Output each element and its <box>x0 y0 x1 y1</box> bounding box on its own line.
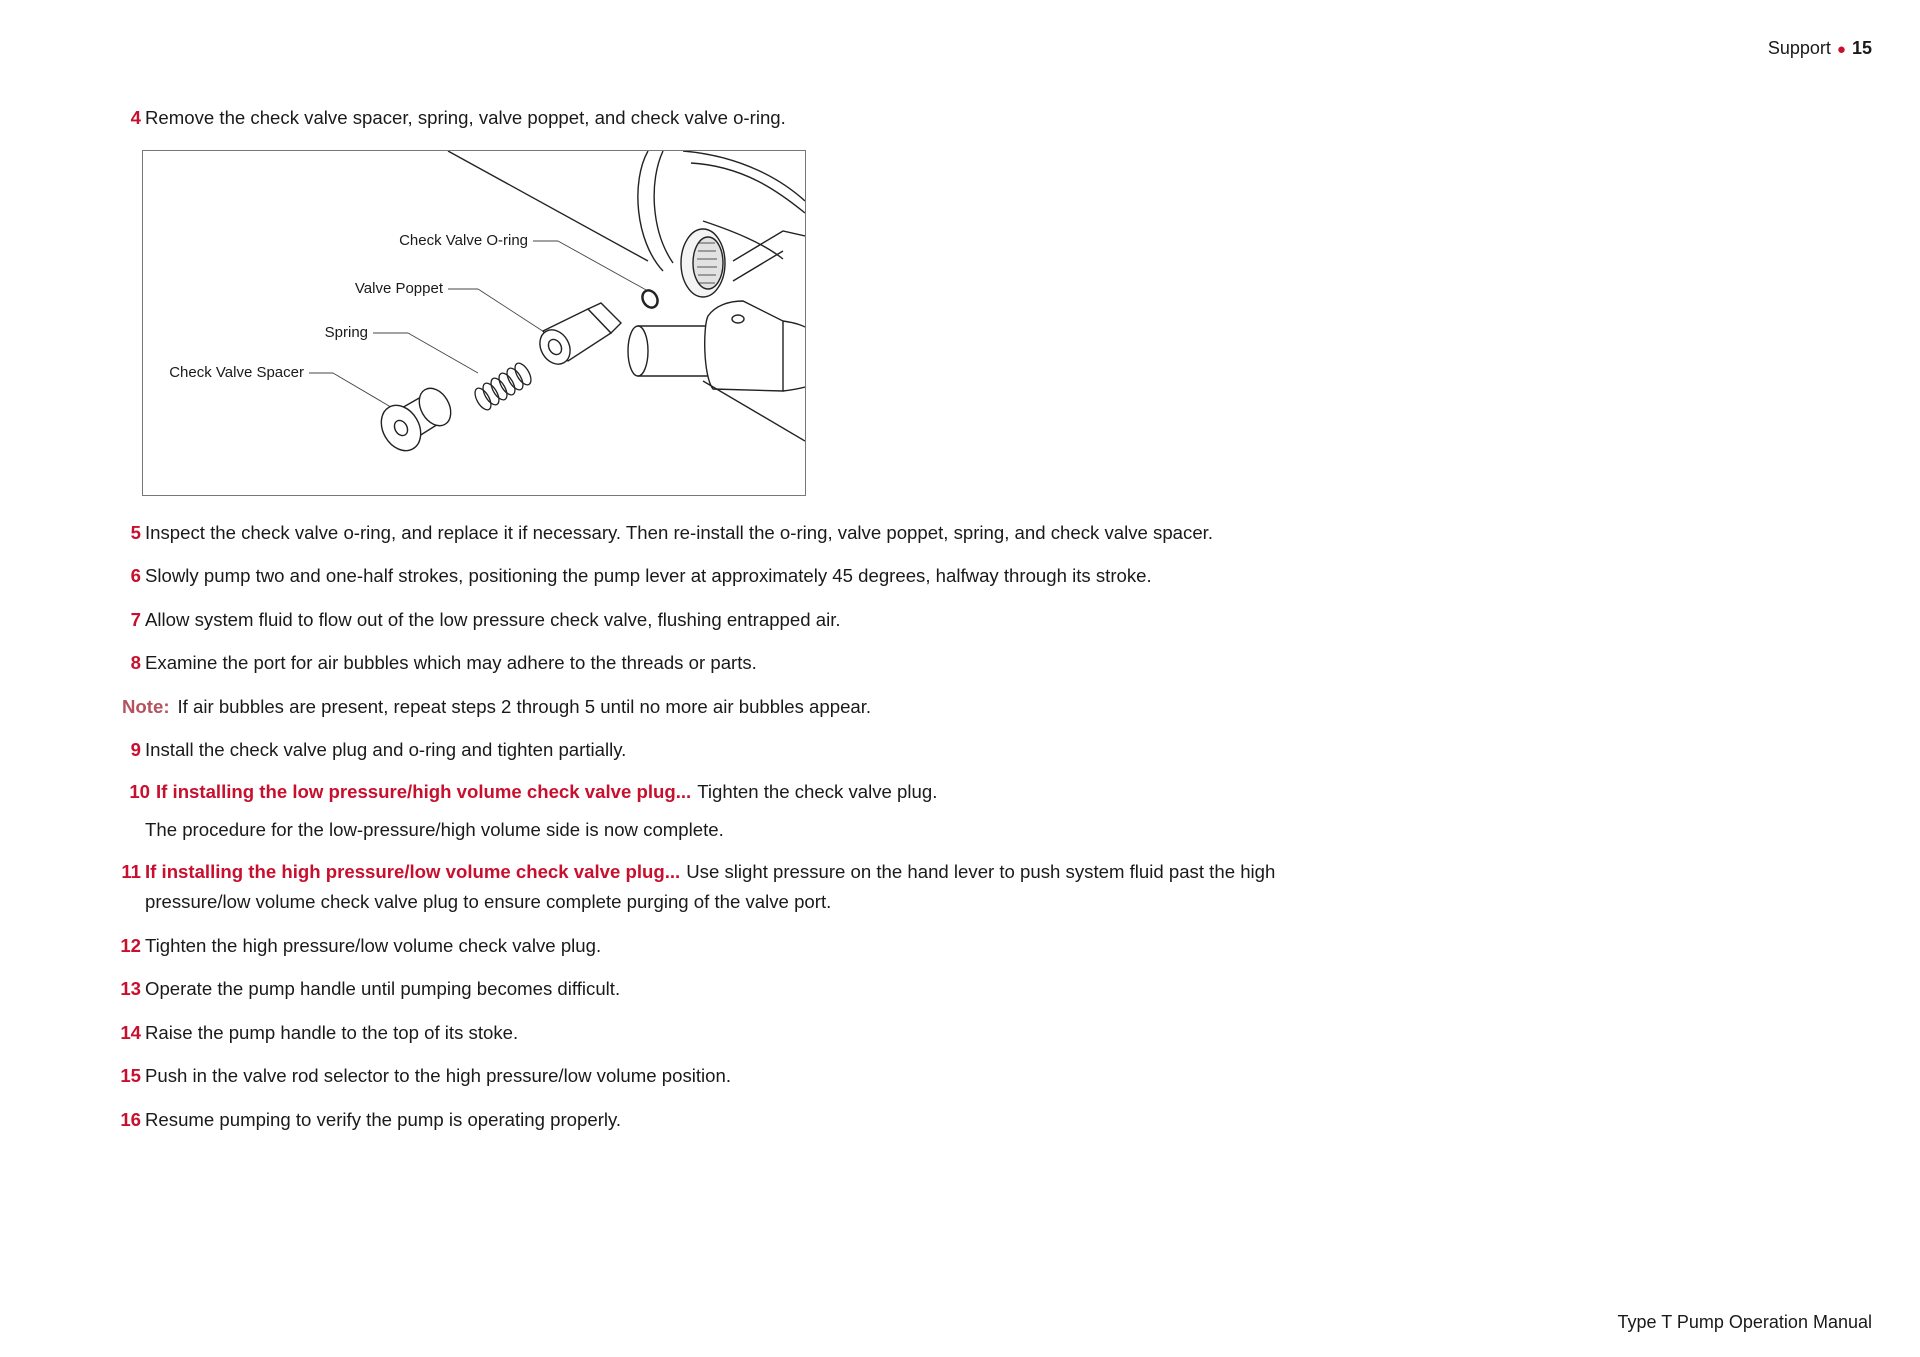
step-number: 11 <box>121 861 141 882</box>
step-11 <box>102 857 1302 887</box>
step-number: 7 <box>130 609 141 630</box>
step-number: 10 <box>129 781 150 802</box>
step-16 <box>102 1105 1302 1135</box>
step-condition: If installing the low pressure/high volume check valve plug... <box>156 781 692 802</box>
page-header <box>1768 38 1872 59</box>
step-text: Tighten the high pressure/low volume check valve plug. <box>145 935 602 956</box>
step-13 <box>102 974 1302 1004</box>
step-number: 12 <box>120 935 141 956</box>
section-name: Support <box>1767 38 1831 58</box>
step-text: Examine the port for air bubbles which may adhere to the threads or parts. <box>145 652 757 673</box>
label-spring: Spring <box>324 324 368 341</box>
step-number: 16 <box>120 1109 141 1130</box>
step-number: 15 <box>120 1065 141 1086</box>
step-4 <box>102 103 1302 133</box>
step-number: 6 <box>130 565 141 586</box>
label-check-valve-spacer: Check Valve Spacer <box>169 364 304 381</box>
step-text: Tighten the check valve plug. <box>697 781 938 802</box>
step-12 <box>102 931 1302 961</box>
step-11-continued: pressure/low volume check valve plug to ensure complete purging of the valve port. <box>145 891 832 912</box>
note-label: Note: <box>122 696 170 717</box>
page-number: 15 <box>1851 38 1872 58</box>
step-15 <box>102 1061 1302 1091</box>
step-5 <box>102 518 1302 548</box>
step-text: Install the check valve plug and o-ring and tighten partially. <box>145 739 627 760</box>
step-10-followup: The procedure for the low-pressure/high volume side is now complete. <box>145 819 724 840</box>
label-check-valve-o-ring: Check Valve O-ring <box>399 232 528 249</box>
step-text: Remove the check valve spacer, spring, valve poppet, and check valve o-ring. <box>145 107 786 128</box>
step-number: 5 <box>130 522 141 543</box>
step-number: 13 <box>120 978 141 999</box>
step-9 <box>102 735 1302 765</box>
step-7 <box>102 605 1302 635</box>
step-number: 8 <box>130 652 141 673</box>
step-text: Allow system fluid to flow out of the low pressure check valve, flushing entrapped air. <box>145 609 841 630</box>
check-valve-spacer-part <box>373 383 457 458</box>
step-14 <box>102 1018 1302 1048</box>
spring-part <box>472 361 534 413</box>
page-footer: Type T Pump Operation Manual <box>1617 1312 1872 1332</box>
step-text: Operate the pump handle until pumping becomes difficult. <box>145 978 621 999</box>
bullet-dot-icon: ● <box>1836 41 1846 58</box>
valve-poppet-part <box>534 303 621 370</box>
label-valve-poppet: Valve Poppet <box>354 280 443 297</box>
note-text: If air bubbles are present, repeat steps 2 through 5 until no more air bubbles appear. <box>177 696 872 717</box>
step-text: Raise the pump handle to the top of its stoke. <box>145 1022 519 1043</box>
step-number: 14 <box>120 1022 141 1043</box>
check-valve-diagram <box>142 150 806 496</box>
step-text: Push in the valve rod selector to the high pressure/low volume position. <box>145 1065 732 1086</box>
step-6 <box>102 561 1302 591</box>
step-text: Use slight pressure on the hand lever to push system fluid past the high <box>686 861 1276 882</box>
step-number: 9 <box>130 739 141 760</box>
step-text: Inspect the check valve o-ring, and replace it if necessary. Then re-install the o-ring, valve poppet, spring, and check valve spacer. <box>145 522 1213 543</box>
step-10 <box>102 777 1302 807</box>
step-text: Slowly pump two and one-half strokes, positioning the pump lever at approximately 45 degrees, halfway through its stroke. <box>145 565 1152 586</box>
step-condition: If installing the high pressure/low volume check valve plug... <box>145 861 681 882</box>
step-text: Resume pumping to verify the pump is operating properly. <box>145 1109 622 1130</box>
step-number: 4 <box>130 107 141 128</box>
note <box>122 692 1322 722</box>
step-8 <box>102 648 1302 678</box>
o-ring-part <box>639 288 660 311</box>
